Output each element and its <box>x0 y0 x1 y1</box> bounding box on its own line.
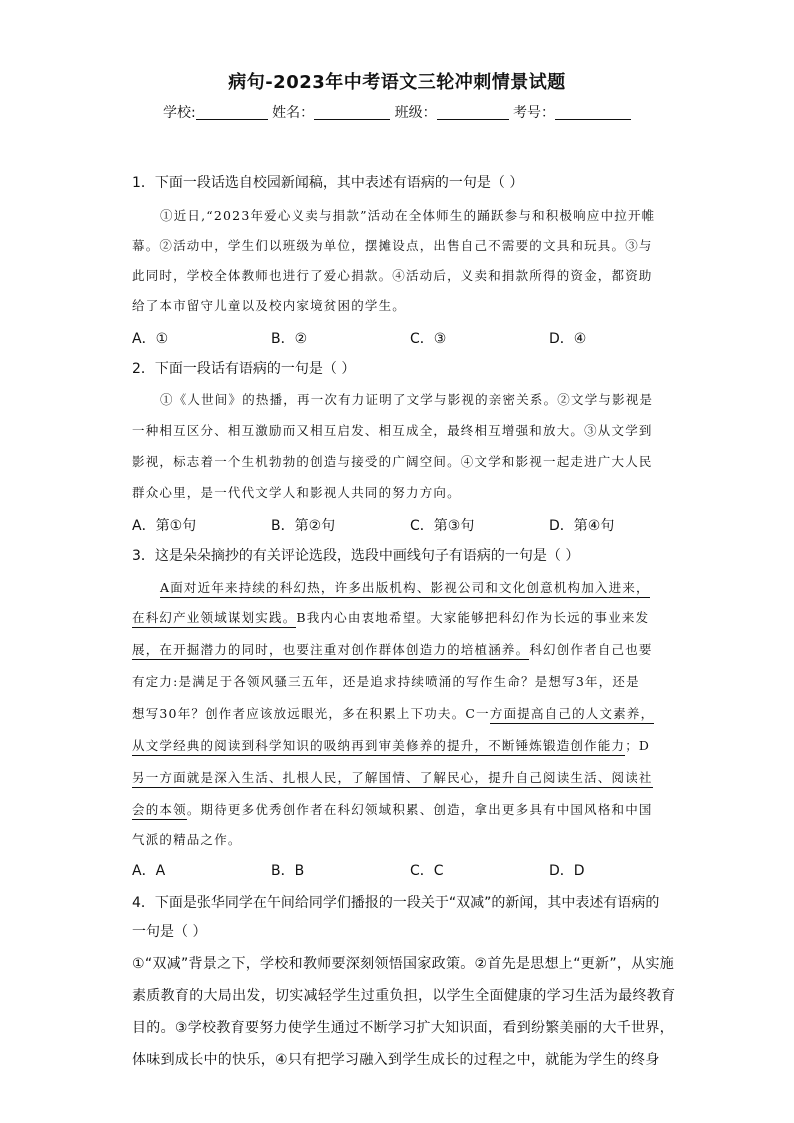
question-1-passage-line: 幕。②活动中，学生们以班级为单位，摆摊设点，出售自己不需要的文具和玩具。③与 <box>132 238 653 253</box>
question-1-passage-line: ①近日,“2023年爱心义卖与捐款”活动在全体师生的踊跃参与和积极响应中拉开帷 <box>160 208 656 223</box>
question-2-stem: 2．下面一段话有语病的一句是（ ） <box>132 361 356 377</box>
question-3-passage-line <box>132 640 653 658</box>
school-blank[interactable] <box>196 105 268 120</box>
exam-number-label: 考号： <box>513 105 556 121</box>
underlined-sentence-c: 方面提高自己的人文素养， <box>490 706 654 724</box>
question-4-stem-cont: 一句是（ ） <box>132 924 207 940</box>
question-2-passage-line: 影视，标志着一个生机勃勃的创造与接受的广阔空间。④文学和影视一起走进广大人民 <box>132 454 653 469</box>
question-3-option-b[interactable]: B．B <box>271 863 305 879</box>
question-4-stem: 4．下面是张华同学在午间给同学们播报的一段关于“双减”的新闻，其中表述有语病的 <box>132 895 660 911</box>
plain-text: ；D <box>625 738 651 753</box>
question-1-passage-line: 给了本市留守儿童以及校内家境贫困的学生。 <box>132 298 407 313</box>
question-4-passage-line: 体味到成长中的快乐，④只有把学习融入到学生成长的过程之中，就能为学生的终身 <box>132 1052 660 1068</box>
underlined-sentence-d-end: 会的本领 <box>132 802 187 820</box>
class-label: 班级： <box>394 105 437 121</box>
question-3-passage-line <box>160 578 650 596</box>
underlined-sentence-c-end: 从文学经典的阅读到科学知识的吸纳再到审美修养的提升，不断锤炼锻造创作能力 <box>132 738 625 756</box>
question-4-passage-line: 目的。③学校教育要努力使学生通过不断学习扩大知识面，看到纷繁美丽的大千世界， <box>132 1020 674 1036</box>
question-3-passage-line <box>132 704 654 722</box>
question-4-passage-line: 素质教育的大局出发，切实减轻学生过重负担，以学生全面健康的学习生活为最终教育 <box>132 988 676 1004</box>
name-label: 姓名： <box>272 105 315 121</box>
school-label: 学校: <box>162 105 196 121</box>
student-info-row <box>0 102 794 122</box>
question-2-option-c[interactable]: C．第③句 <box>410 518 475 534</box>
question-3-option-d[interactable]: D．D <box>549 863 585 879</box>
plain-text: 想写30年？创作者应该放远眼光，多在积累上下功夫。C一 <box>132 706 490 721</box>
underlined-sentence-d: 另一方面就是深入生活、扎根人民，了解国情、了解民心，提升自己阅读生活、阅读社 <box>132 770 653 788</box>
underlined-sentence-a-end: 在科幻产业领域谋划实践。 <box>132 610 296 628</box>
underlined-sentence-a: A面对近年来持续的科幻热，许多出版机构、影视公司和文化创意机构加入进来， <box>160 580 650 598</box>
question-1-option-a[interactable]: A．① <box>132 331 169 347</box>
underlined-sentence-b: 展，在开掘潜力的同时，也要注重对创作群体创造力的培植涵养。 <box>132 642 529 660</box>
question-2-option-d[interactable]: D．第④句 <box>549 518 615 534</box>
question-2-passage-line: 群众心里，是一代代文学人和影视人共同的努力方向。 <box>132 485 461 500</box>
plain-text: 。期待更多优秀创作者在科幻领域积累、创造，拿出更多具有中国风格和中国 <box>186 802 653 817</box>
question-2-passage-line: 一种相互区分、相互激励而又相互启发、相互成全，最终相互增强和放大。③从文学到 <box>132 423 653 438</box>
question-3-passage-line <box>132 800 653 818</box>
question-1-passage-line: 此同时，学校全体教师也进行了爱心捐款。④活动后，义卖和捐款所得的资金，都资助 <box>132 268 653 283</box>
exam-number-blank[interactable] <box>555 105 631 120</box>
name-blank[interactable] <box>314 105 390 120</box>
question-1-option-c[interactable]: C．③ <box>410 331 447 347</box>
question-2-passage-line: ①《人世间》的热播，再一次有力证明了文学与影视的亲密关系。②文学与影视是 <box>160 392 654 407</box>
page-title: 病句-2023年中考语文三轮冲刺情景试题 <box>228 72 566 93</box>
question-3-passage-line <box>132 608 649 626</box>
question-1-option-d[interactable]: D．④ <box>549 331 587 347</box>
class-blank[interactable] <box>437 105 509 120</box>
question-3-option-a[interactable]: A．A <box>132 863 166 879</box>
question-3-stem: 3．这是朵朵摘抄的有关评论选段，选段中画线句子有语病的一句是（ ） <box>132 548 580 564</box>
question-2-option-b[interactable]: B．第②句 <box>271 518 336 534</box>
sentence-b-start: B我内心由衷地希望。大家能够把科幻作为长远的事业来发 <box>296 610 650 625</box>
question-3-passage-line: 有定力:是满足于各领风骚三五年，还是追求持续喷涌的写作生命？是想写3年，还是 <box>132 674 640 689</box>
question-3-passage-line: 气派的精品之作。 <box>132 832 242 847</box>
question-4-passage-line: ①“双减”背景之下，学校和教师要深刻领悟国家政策。②首先是思想上“更新”，从实施 <box>132 956 675 972</box>
question-3-passage-line <box>132 736 650 754</box>
plain-text: 科幻创作者自己也要 <box>529 642 653 657</box>
question-2-option-a[interactable]: A．第①句 <box>132 518 197 534</box>
question-1-stem: 1．下面一段话选自校园新闻稿，其中表述有语病的一句是（ ） <box>132 175 524 191</box>
question-1-option-b[interactable]: B．② <box>271 331 308 347</box>
question-3-passage-line <box>132 768 653 786</box>
question-3-option-c[interactable]: C．C <box>410 863 444 879</box>
